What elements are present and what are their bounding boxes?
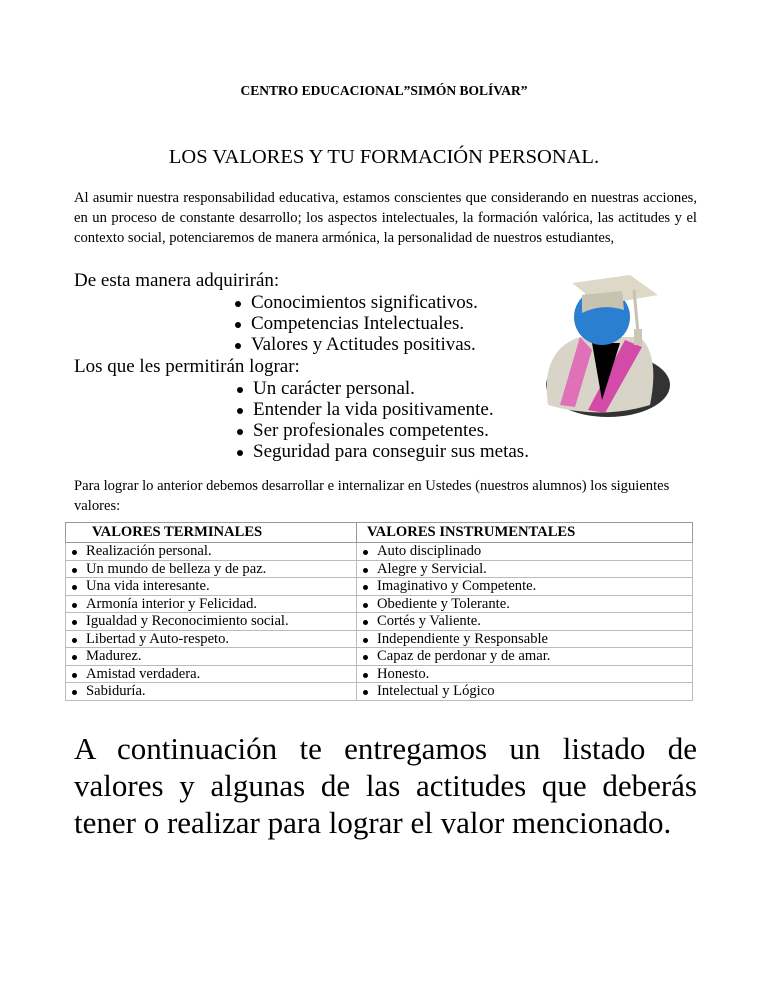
instrumental-value: Independiente y Responsable <box>357 630 693 648</box>
terminal-value: Sabiduría. <box>66 683 357 701</box>
instrumental-value: Alegre y Servicial. <box>357 560 693 578</box>
table-row <box>66 630 693 648</box>
intro-paragraph: Al asumir nuestra responsabilidad educativa, estamos conscientes que considerando en nuestras acciones, en un proceso de constante desarrollo; los aspectos intelectuales, la formación valórica, las actitudes y el contexto social, potenciaremos de manera armónica, la personalidad de nuestros estudiantes, <box>74 190 697 246</box>
table-row <box>66 648 693 666</box>
instrumental-value: Imaginativo y Competente. <box>357 578 693 596</box>
instrumental-value: Auto disciplinado <box>357 543 693 561</box>
terminal-value: Amistad verdadera. <box>66 665 357 683</box>
table-row <box>66 595 693 613</box>
achieve-list <box>235 378 529 462</box>
table-row <box>66 683 693 701</box>
instrumental-value: Cortés y Valiente. <box>357 613 693 631</box>
terminal-value: Igualdad y Reconocimiento social. <box>66 613 357 631</box>
table-row <box>66 578 693 596</box>
terminal-value: Una vida interesante. <box>66 578 357 596</box>
instrumental-value: Obediente y Tolerante. <box>357 595 693 613</box>
table-row <box>66 560 693 578</box>
list-item: Conocimientos significativos. <box>233 292 478 313</box>
list-item: Un carácter personal. <box>235 378 529 399</box>
achieve-heading: Los que les permitirán lograr: <box>74 356 300 377</box>
instrumental-value: Honesto. <box>357 665 693 683</box>
terminal-value: Un mundo de belleza y de paz. <box>66 560 357 578</box>
table-row <box>66 665 693 683</box>
list-item: Entender la vida positivamente. <box>235 399 529 420</box>
table-row <box>66 543 693 561</box>
values-intro: Para lograr lo anterior debemos desarrollar e internalizar en Ustedes (nuestros alumnos) los siguientes valores: <box>74 478 670 514</box>
terminal-value: Armonía interior y Felicidad. <box>66 595 357 613</box>
list-item: Ser profesionales competentes. <box>235 420 529 441</box>
acquire-list <box>233 292 478 355</box>
list-item: Seguridad para conseguir sus metas. <box>235 441 529 462</box>
acquire-heading: De esta manera adquirirán: <box>74 270 280 291</box>
table-row <box>66 613 693 631</box>
terminal-value: Realización personal. <box>66 543 357 561</box>
column-header-terminal: VALORES TERMINALES <box>66 523 357 543</box>
values-table <box>65 522 693 701</box>
column-header-instrumental: VALORES INSTRUMENTALES <box>357 523 693 543</box>
list-item: Valores y Actitudes positivas. <box>233 334 478 355</box>
closing-statement: A continuación te entregamos un listado de valores y algunas de las actitudes que deberás tener o realizar para lograr el valor mencionado. <box>74 731 697 840</box>
instrumental-value: Capaz de perdonar y de amar. <box>357 648 693 666</box>
list-item: Competencias Intelectuales. <box>233 313 478 334</box>
school-name: CENTRO EDUCACIONAL”SIMÓN BOLÍVAR” <box>240 83 528 98</box>
terminal-value: Libertad y Auto-respeto. <box>66 630 357 648</box>
terminal-value: Madurez. <box>66 648 357 666</box>
instrumental-value: Intelectual y Lógico <box>357 683 693 701</box>
graduate-icon <box>530 255 680 420</box>
page-title: LOS VALORES Y TU FORMACIÓN PERSONAL. <box>168 146 600 168</box>
